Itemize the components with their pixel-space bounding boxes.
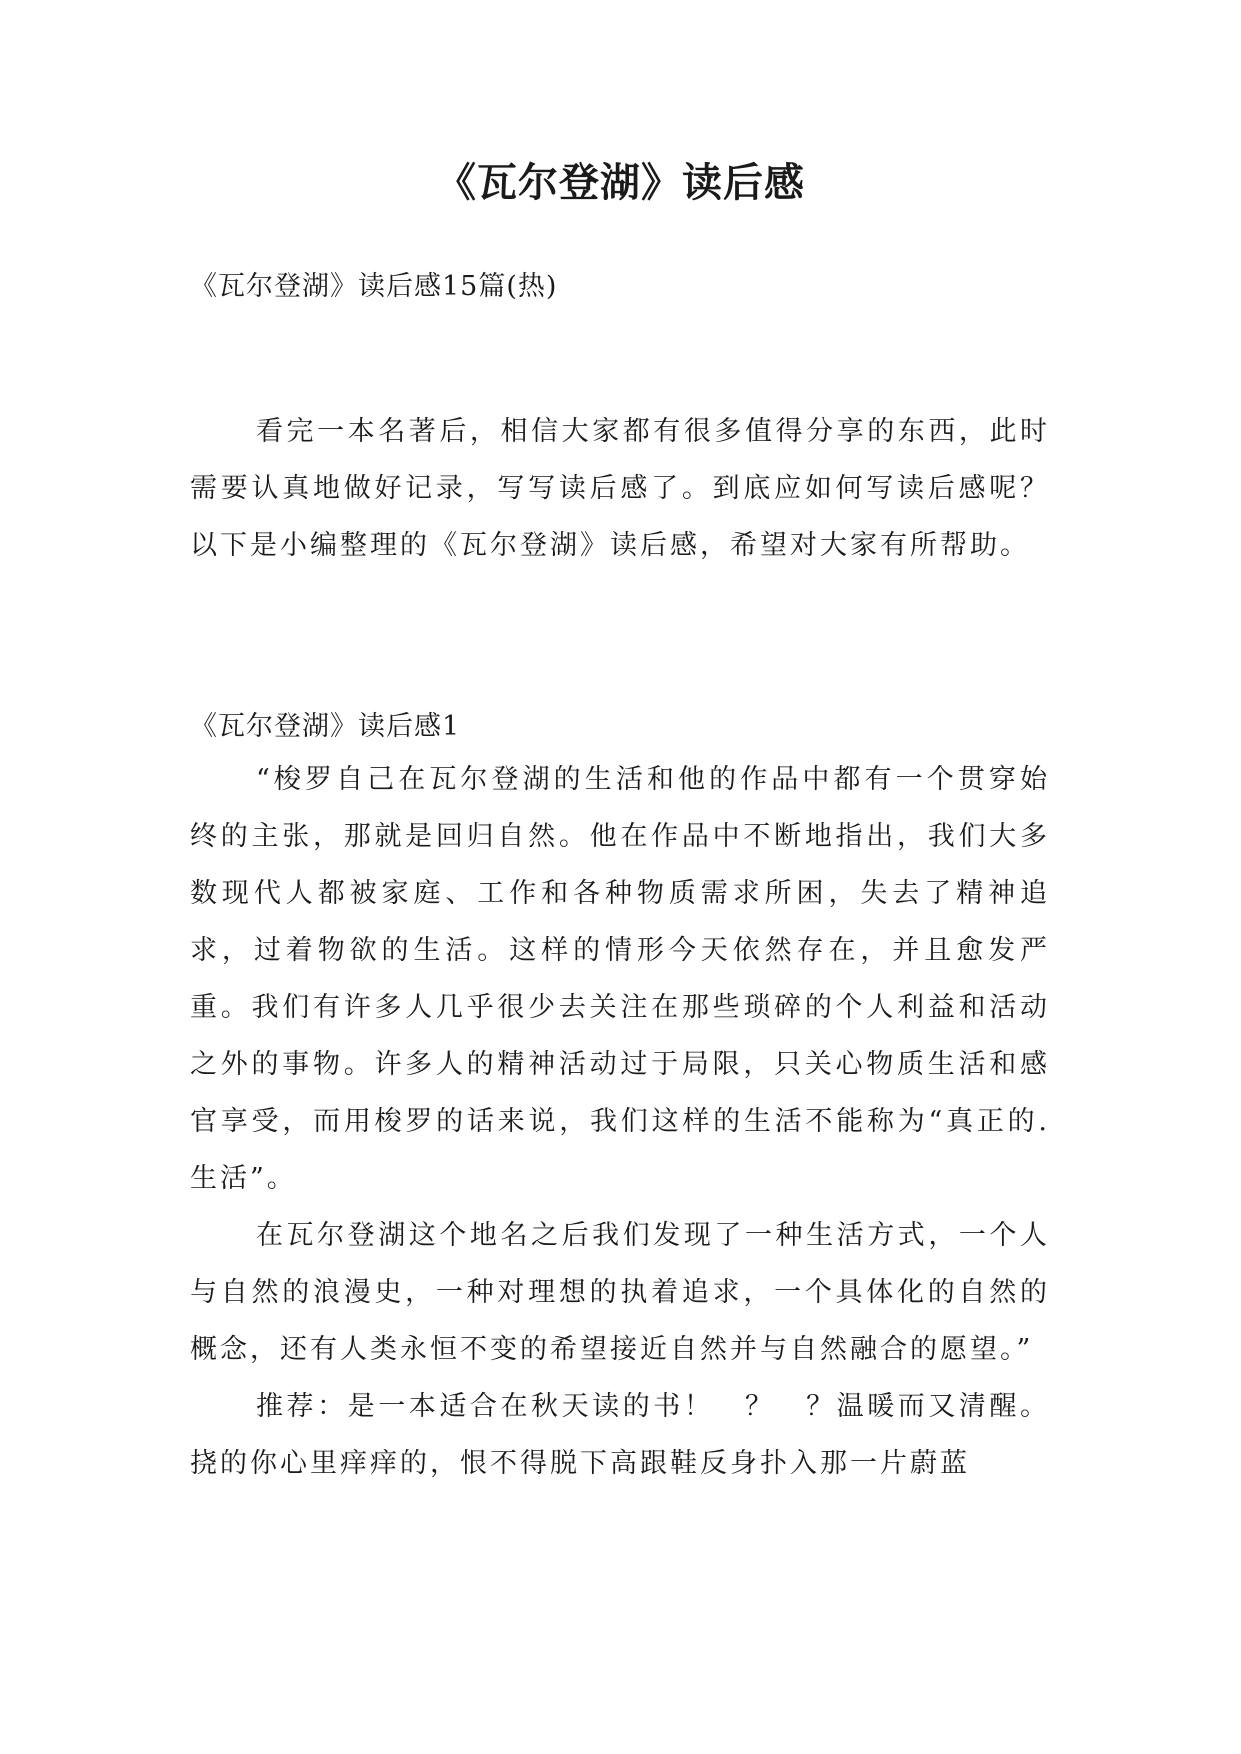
section-heading: 《瓦尔登湖》读后感1 xyxy=(190,711,461,742)
document-title: 《瓦尔登湖》读后感 xyxy=(436,160,805,206)
section-body xyxy=(190,751,1050,1492)
document-subtitle: 《瓦尔登湖》读后感15篇(热) xyxy=(190,271,558,302)
intro-section xyxy=(190,403,1050,574)
intro-paragraph: 看完一本名著后，相信大家都有很多值得分享的东西，此时需要认真地做好记录，写写读后感了。到底应如何写读后感呢？以下是小编整理的《瓦尔登湖》读后感，希望对大家有所帮助。 xyxy=(190,416,1050,561)
body-paragraph-3: 推荐：是一本适合在秋天读的书！ ？ ？温暖而又清醒。挠的你心里痒痒的，恨不得脱下高跟鞋反身扑入那一片蔚蓝 xyxy=(190,1391,1050,1479)
body-paragraph-1: “梭罗自己在瓦尔登湖的生活和他的作品中都有一个贯穿始终的主张，那就是回归自然。他在作品中不断地指出，我们大多数现代人都被家庭、工作和各种物质需求所困，失去了精神追求，过着物欲的生活。这样的情形今天依然存在，并且愈发严重。我们有许多人几乎很少去关注在那些琐碎的个人利益和活动之外的事物。许多人的精神活动过于局限，只关心物质生活和感官享受，而用梭罗的话来说，我们这样的生活不能称为“真正的.生活”。 xyxy=(190,764,1050,1194)
body-paragraph-2: 在瓦尔登湖这个地名之后我们发现了一种生活方式，一个人与自然的浪漫史，一种对理想的执着追求，一个具体化的自然的概念，还有人类永恒不变的希望接近自然并与自然融合的愿望。” xyxy=(190,1220,1050,1365)
